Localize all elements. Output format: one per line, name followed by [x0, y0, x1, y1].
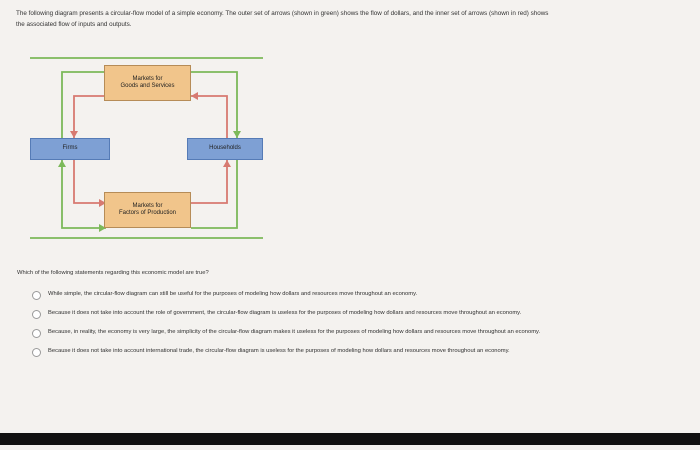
markets-factors-production-box: Markets for Factors of Production — [104, 192, 191, 228]
firms-box: Firms — [30, 138, 110, 160]
bottom-bar — [0, 433, 700, 445]
answer-option-2[interactable] — [32, 308, 552, 319]
answer-option-4-text: Because it does not take into account international trade, the circular-flow diagram is useless for the purposes of modeling how dollars and resources move throughout an economy. — [48, 348, 510, 354]
radio-button-4[interactable] — [32, 348, 41, 357]
red-flow-right-bottom — [191, 160, 227, 203]
green-flow-left-bottom — [62, 160, 106, 228]
answer-option-1[interactable] — [32, 289, 552, 300]
red-arrow-head-4 — [223, 160, 231, 167]
radio-button-1[interactable] — [32, 291, 41, 300]
answer-options — [32, 289, 552, 365]
green-flow-right-top — [185, 72, 237, 138]
markets-goods-services-box: Markets for Goods and Services — [104, 65, 191, 101]
red-flow-right-top — [191, 96, 227, 138]
households-box: Households — [187, 138, 263, 160]
green-arrow-head-2 — [233, 131, 241, 138]
red-arrow-head-1 — [70, 131, 78, 138]
radio-button-3[interactable] — [32, 329, 41, 338]
red-flow-left-top — [74, 96, 106, 138]
green-flow-right-bottom — [191, 160, 237, 228]
answer-option-2-text: Because it does not take into account the role of government, the circular-flow diagram is useless for the purposes of modeling how dollars and resources move throughout an economy. — [48, 310, 522, 316]
answer-option-4[interactable] — [32, 346, 552, 357]
question-intro: The following diagram presents a circular-flow model of a simple economy. The outer set of arrows (shown in green) shows the flow of dollars, and the inner set of arrows (shown in red) shows the associated flow of inputs and outputs. — [16, 10, 549, 28]
question-prompt: Which of the following statements regarding this economic model are true? — [17, 270, 209, 276]
red-arrow-head-2 — [191, 92, 198, 100]
answer-option-1-text: While simple, the circular-flow diagram can still be useful for the purposes of modeling how dollars and resources move throughout an economy. — [48, 291, 418, 297]
answer-option-3-text: Because, in reality, the economy is very large, the simplicity of the circular-flow diagram makes it useless for the purposes of modeling how dollars and resources move throughout an economy. — [48, 329, 541, 335]
radio-button-2[interactable] — [32, 310, 41, 319]
red-flow-left-bottom — [74, 160, 106, 203]
answer-option-3[interactable] — [32, 327, 552, 338]
green-arrow-head-3 — [58, 160, 66, 167]
